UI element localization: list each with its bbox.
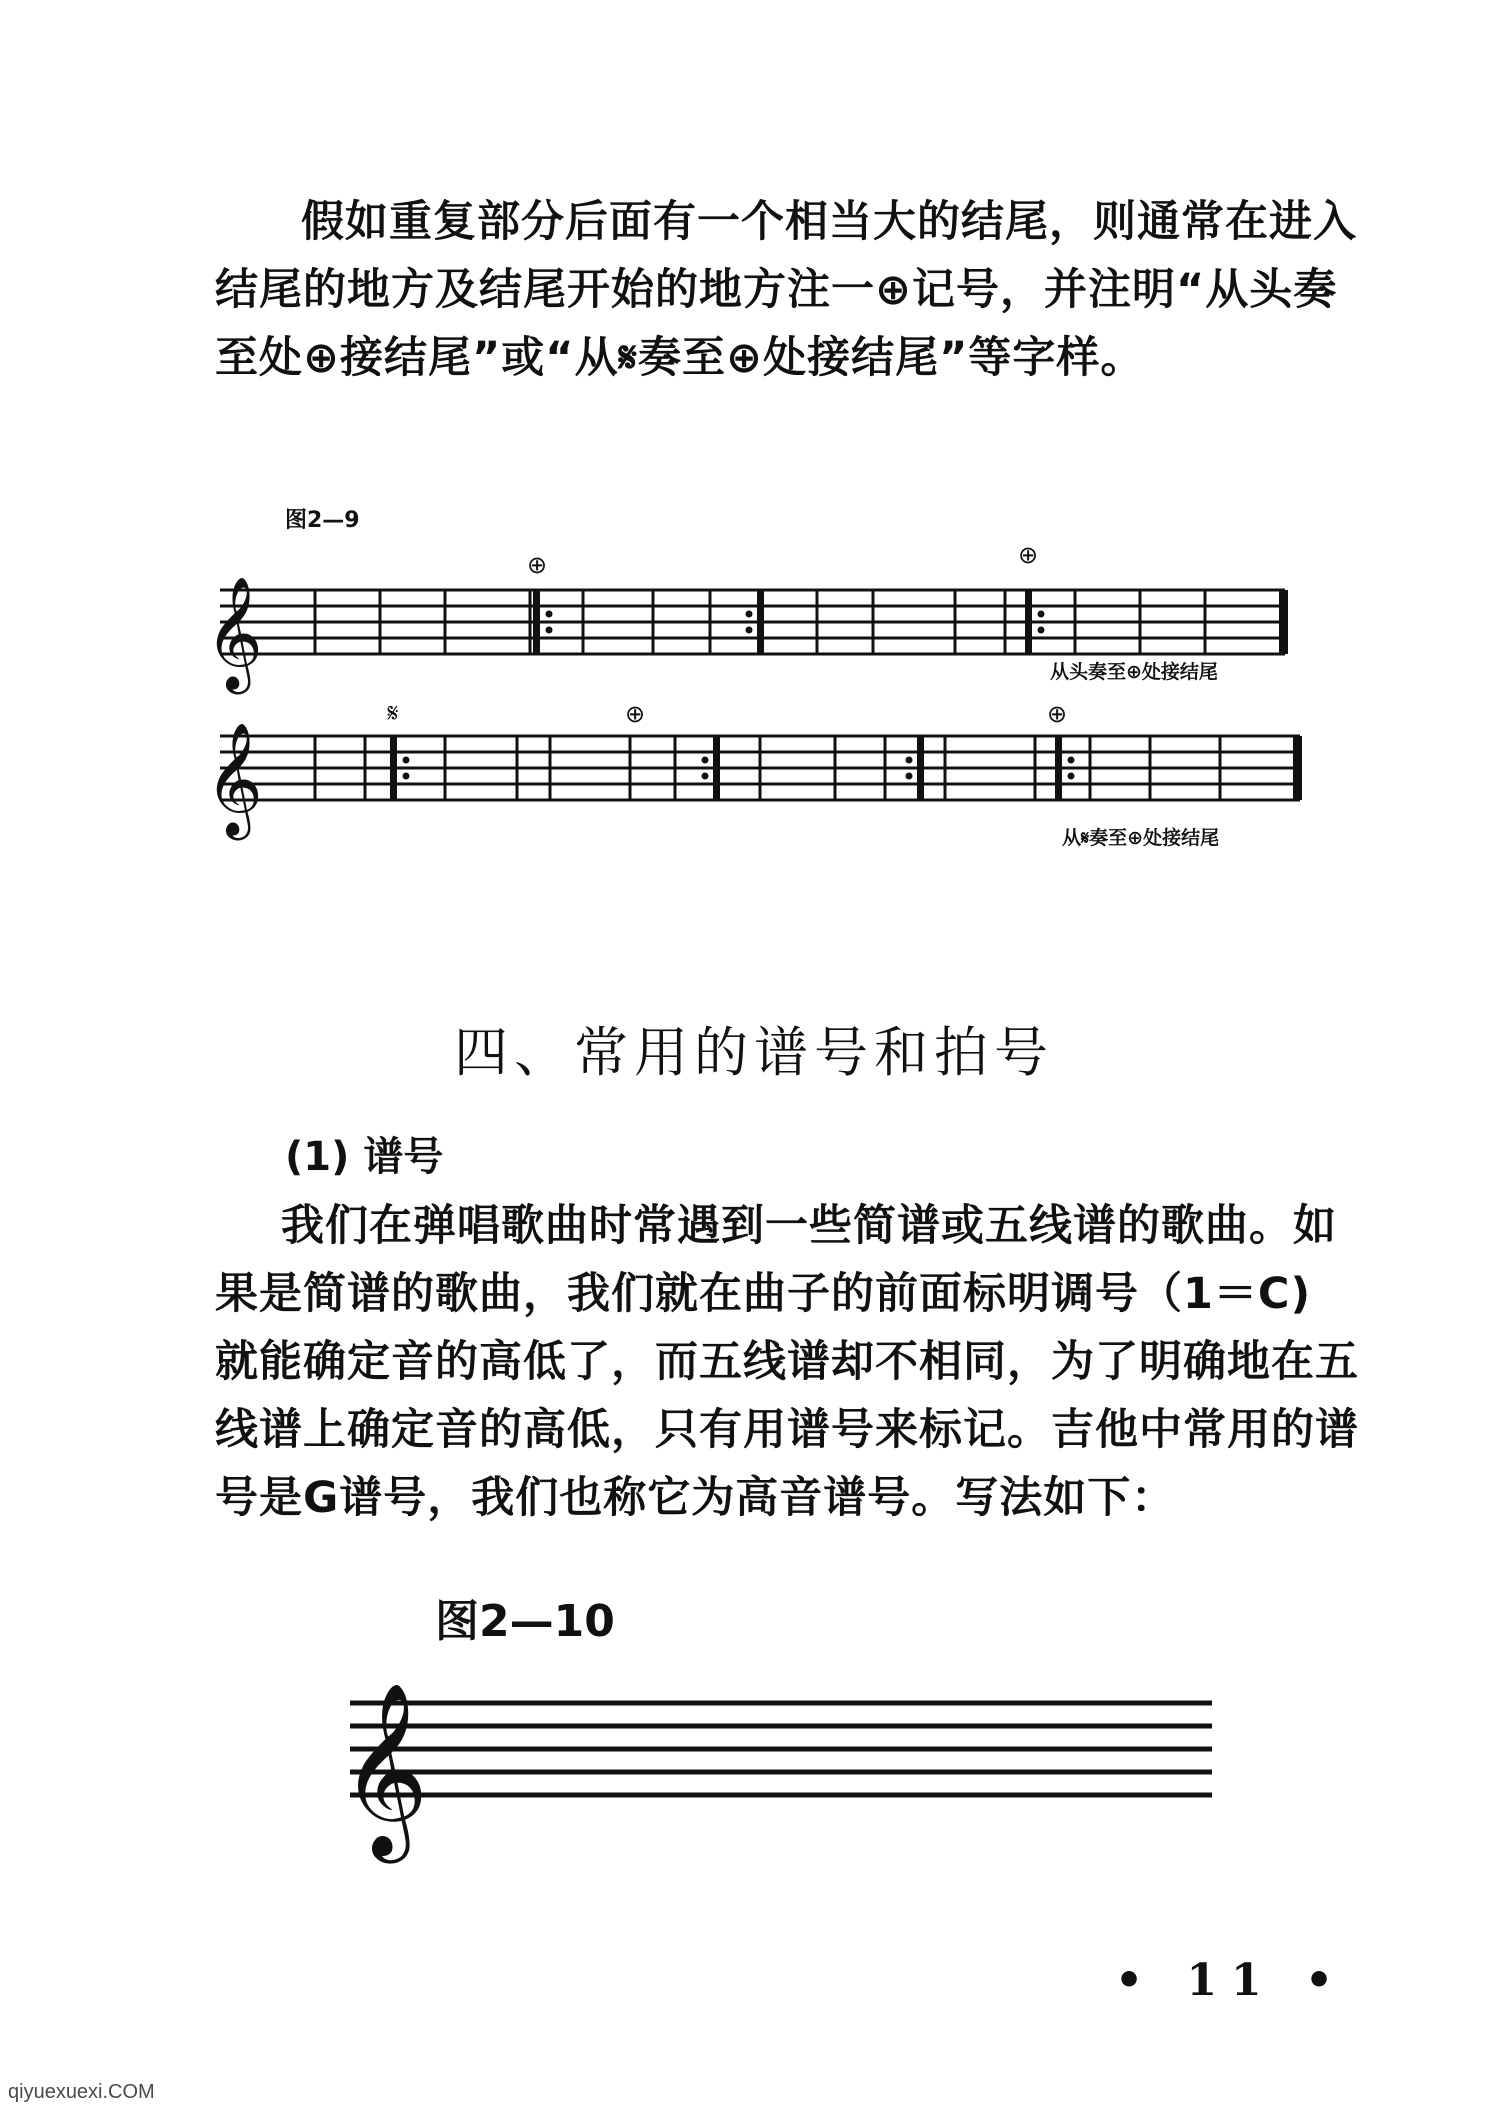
final-barline <box>1293 736 1302 800</box>
text-line: 至处⊕接结尾”或“从𝄋奏至⊕处接结尾”等字样。 <box>215 333 1145 383</box>
segno-icon: 𝄋 <box>387 699 399 729</box>
coda-icon: ⊕ <box>526 551 548 579</box>
text-line: 就能确定音的高低了，而五线谱却不相同，为了明确地在五 <box>215 1337 1359 1387</box>
staff-lines <box>350 1703 1212 1795</box>
text-line: 线谱上确定音的高低，只有用谱号来标记。吉他中常用的谱 <box>215 1405 1359 1455</box>
treble-clef-icon: 𝄞 <box>205 576 263 690</box>
score-caption: 从头奏至⊕处接结尾 <box>1050 661 1218 683</box>
section-heading: 四、常用的谱号和拍号 <box>454 1021 1054 1084</box>
staff-diagram-2 <box>205 698 1315 836</box>
page-number: • 11 • <box>1115 1955 1348 2006</box>
text-line: 我们在弹唱歌曲时常遇到一些简谱或五线谱的歌曲。如 <box>281 1201 1337 1251</box>
text-line: 号是G谱号，我们也称它为高音谱号。写法如下： <box>215 1473 1176 1523</box>
watermark: qiyuexuexi.COM <box>8 2081 155 2103</box>
text-line: 果是简谱的歌曲，我们就在曲子的前面标明调号（1＝C) <box>215 1269 1312 1319</box>
treble-clef-icon: 𝄞 <box>340 1682 429 1856</box>
final-barline <box>1279 590 1288 654</box>
coda-icon: ⊕ <box>1017 541 1039 569</box>
text-line: 假如重复部分后面有一个相当大的结尾，则通常在进入 <box>301 197 1357 247</box>
coda-icon: ⊕ <box>1046 700 1068 728</box>
figure-label: 图2—10 <box>435 1596 615 1647</box>
text-line: 结尾的地方及结尾开始的地方注一⊕记号，并注明“从头奏 <box>215 265 1338 315</box>
paragraph-clef <box>215 1192 1359 1532</box>
treble-clef-staff <box>340 1650 1240 1870</box>
subheading-clef: (1) 谱号 <box>285 1134 444 1180</box>
paragraph-repeat-coda <box>215 188 1357 392</box>
figure-label: 图2—9 <box>285 508 360 533</box>
coda-icon: ⊕ <box>624 700 646 728</box>
score-caption: 从𝄋奏至⊕处接结尾 <box>1062 827 1220 849</box>
treble-clef-icon: 𝄞 <box>205 722 263 836</box>
